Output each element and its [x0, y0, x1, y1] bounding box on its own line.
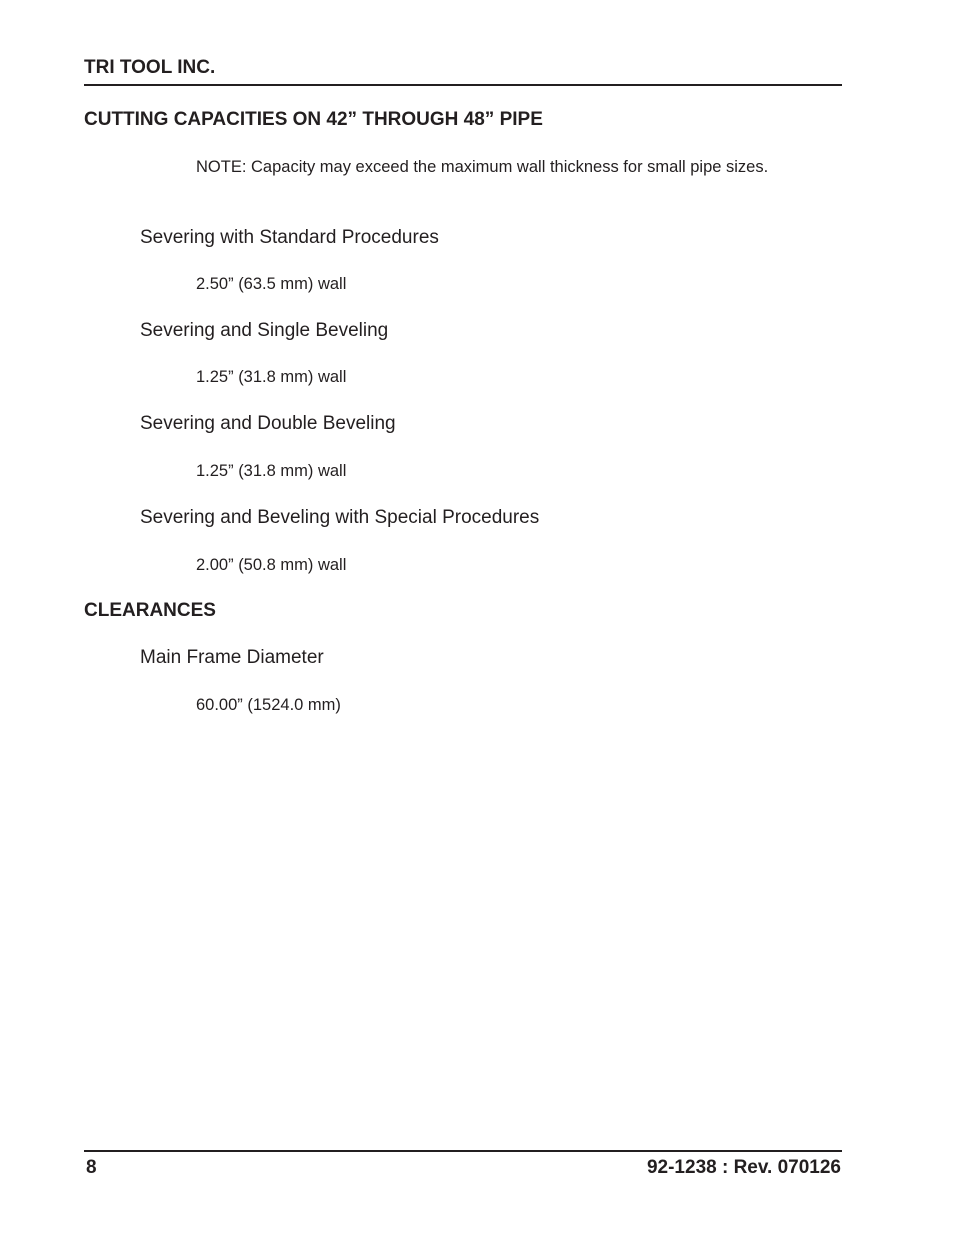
footer-rule [84, 1150, 842, 1152]
page-number: 8 [86, 1157, 97, 1178]
capacity-label-double-beveling: Severing and Double Beveling [140, 413, 396, 434]
section-title-cutting-capacities: CUTTING CAPACITIES ON 42” THROUGH 48” PIPE [84, 109, 543, 130]
capacity-note: NOTE: Capacity may exceed the maximum wall thickness for small pipe sizes. [196, 158, 769, 176]
clearance-value-main-frame-diameter: 60.00” (1524.0 mm) [196, 696, 341, 714]
capacity-label-single-beveling: Severing and Single Beveling [140, 320, 389, 341]
company-name: TRI TOOL INC. [84, 57, 216, 78]
section-title-clearances: CLEARANCES [84, 600, 216, 621]
header-rule [84, 84, 842, 86]
capacity-value-double-beveling: 1.25” (31.8 mm) wall [196, 462, 347, 480]
clearance-label-main-frame-diameter: Main Frame Diameter [140, 647, 324, 668]
document-revision: 92-1238 : Rev. 070126 [646, 1157, 841, 1178]
capacity-value-single-beveling: 1.25” (31.8 mm) wall [196, 368, 347, 386]
capacity-label-standard-severing: Severing with Standard Procedures [140, 227, 439, 248]
capacity-label-special-procedures: Severing and Beveling with Special Procedures [140, 507, 540, 528]
capacity-value-special-procedures: 2.00” (50.8 mm) wall [196, 556, 347, 574]
capacity-value-standard-severing: 2.50” (63.5 mm) wall [196, 275, 347, 293]
